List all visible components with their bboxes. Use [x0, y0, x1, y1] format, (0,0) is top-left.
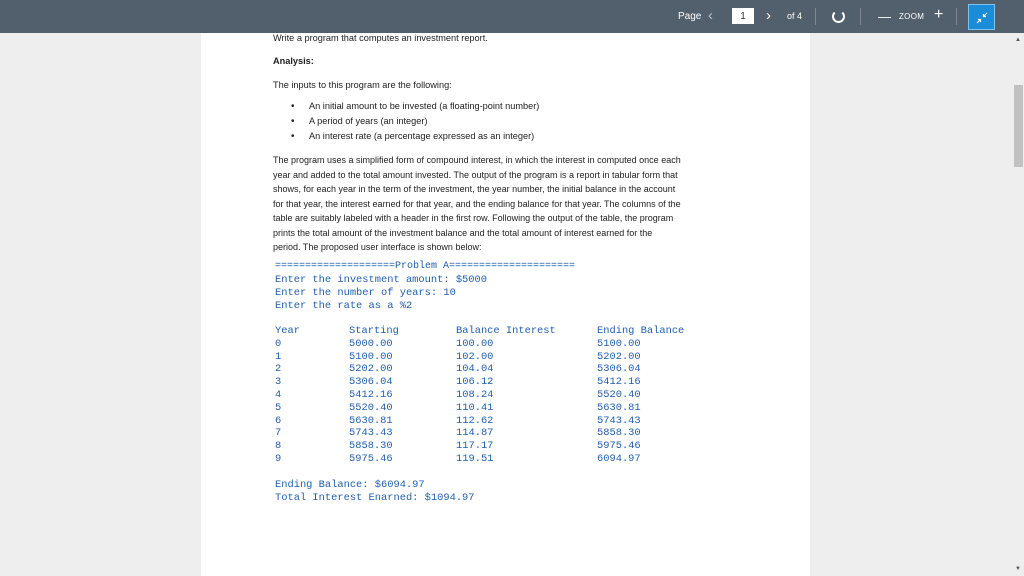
paragraph-line: The program uses a simplified form of compound interest, in which the interest in computed once each — [273, 155, 681, 165]
table-cell: 5858.30 — [597, 427, 641, 440]
ending-balance-summary: Ending Balance: $6094.97 — [275, 479, 425, 491]
console-banner: ====================Problem A===================== — [275, 261, 576, 272]
table-cell: 5100.00 — [349, 350, 393, 363]
table-cell: 5202.00 — [349, 363, 393, 376]
table-cell: 114.87 — [456, 427, 494, 440]
divider — [815, 8, 816, 25]
table-cell: 106.12 — [456, 376, 494, 389]
table-cell: 5412.16 — [597, 376, 641, 389]
scroll-up-icon[interactable]: ▲ — [1015, 37, 1021, 43]
next-page-button[interactable]: › — [766, 7, 771, 24]
table-cell: 5975.46 — [349, 452, 393, 465]
list-item: A period of years (an integer) — [309, 116, 428, 126]
table-cell: 119.51 — [456, 452, 494, 465]
bullet-icon: • — [291, 116, 295, 127]
console-prompt: Enter the investment amount: $5000 — [275, 274, 488, 286]
table-cell: 5630.81 — [349, 414, 393, 427]
table-cell: 5202.00 — [597, 350, 641, 363]
table-cell: 3 — [275, 376, 282, 389]
table-cell: 5000.00 — [349, 337, 393, 350]
total-interest-summary: Total Interest Enarned: $1094.97 — [275, 492, 475, 504]
list-item: An initial amount to be invested (a floating-point number) — [309, 101, 540, 111]
table-cell: 104.04 — [456, 363, 494, 376]
paragraph-line: table are suitably labeled with a header in the first row. Following the output of the table, the program — [273, 213, 674, 223]
analysis-heading: Analysis: — [273, 56, 314, 66]
table-cell: 9 — [275, 452, 282, 465]
inputs-intro: The inputs to this program are the following: — [273, 80, 452, 90]
table-cell: 5858.30 — [349, 440, 393, 453]
paragraph-line: for that year, the interest earned for that year, and the ending balance for that year. The columns of the — [273, 198, 681, 209]
table-cell: 5975.46 — [597, 440, 641, 453]
table-cell: 6094.97 — [597, 452, 641, 465]
console-prompt: Enter the rate as a %2 — [275, 300, 413, 312]
ending-column — [597, 325, 684, 466]
interest-column — [456, 325, 556, 466]
table-cell: 108.24 — [456, 388, 494, 401]
table-cell: 5100.00 — [597, 337, 641, 350]
scrollbar-thumb[interactable] — [1014, 85, 1023, 167]
table-cell: 2 — [275, 363, 282, 376]
table-cell: 5520.40 — [349, 401, 393, 414]
table-cell: 5306.04 — [597, 363, 641, 376]
column-header: Balance Interest — [456, 325, 556, 337]
column-header: Year — [275, 325, 300, 337]
collapse-button[interactable] — [968, 4, 995, 30]
scroll-down-icon[interactable]: ▼ — [1015, 566, 1021, 572]
collapse-icon — [976, 12, 988, 24]
column-header: Ending Balance — [597, 325, 685, 337]
table-cell: 1 — [275, 350, 282, 363]
table-cell: 4 — [275, 388, 282, 401]
table-cell: 7 — [275, 427, 282, 440]
paragraph-line: prints the total amount of the investment balance and the total amount of interest earned for the — [273, 227, 653, 238]
pdf-toolbar — [0, 0, 1024, 33]
starting-column — [349, 325, 399, 466]
table-cell: 8 — [275, 440, 282, 453]
page-label: Page — [678, 11, 702, 22]
table-cell: 102.00 — [456, 350, 494, 363]
table-cell: 5743.43 — [597, 414, 641, 427]
table-cell: 5412.16 — [349, 388, 393, 401]
description-paragraph — [273, 153, 743, 255]
page-number-input[interactable] — [732, 8, 754, 24]
console-prompt: Enter the number of years: 10 — [275, 287, 456, 299]
list-item: An interest rate (a percentage expressed as an integer) — [309, 131, 535, 141]
paragraph-line: shows, for each year in the term of the investment, the year number, the initial balance in the account — [273, 184, 676, 194]
zoom-label: ZOOM — [899, 12, 925, 21]
bullet-icon: • — [291, 131, 295, 142]
table-cell: 0 — [275, 337, 282, 350]
bullet-icon: • — [291, 101, 295, 112]
table-cell: 100.00 — [456, 337, 494, 350]
table-cell: 112.62 — [456, 414, 494, 427]
rotate-icon[interactable] — [832, 10, 845, 23]
table-cell: 6 — [275, 414, 282, 427]
intro-text: Write a program that computes an investment report. — [273, 33, 488, 43]
zoom-in-button[interactable]: + — [934, 6, 944, 23]
table-cell: 5630.81 — [597, 401, 641, 414]
table-cell: 5 — [275, 401, 282, 414]
table-cell: 110.41 — [456, 401, 494, 414]
table-cell: 5306.04 — [349, 376, 393, 389]
page-count: of 4 — [787, 11, 803, 21]
table-cell: 117.17 — [456, 440, 494, 453]
paragraph-line: year and added to the total amount invested. The output of the program is a report in tabular form that — [273, 169, 678, 180]
table-cell: 5743.43 — [349, 427, 393, 440]
table-cell: 5520.40 — [597, 388, 641, 401]
document-page — [201, 33, 810, 576]
previous-page-button[interactable]: ‹ — [708, 7, 713, 24]
column-header: Starting — [349, 325, 399, 337]
divider — [956, 8, 957, 25]
zoom-out-button[interactable]: — — [878, 9, 891, 24]
paragraph-line: period. The proposed user interface is shown below: — [273, 242, 482, 252]
year-column — [275, 325, 300, 466]
divider — [860, 8, 861, 25]
